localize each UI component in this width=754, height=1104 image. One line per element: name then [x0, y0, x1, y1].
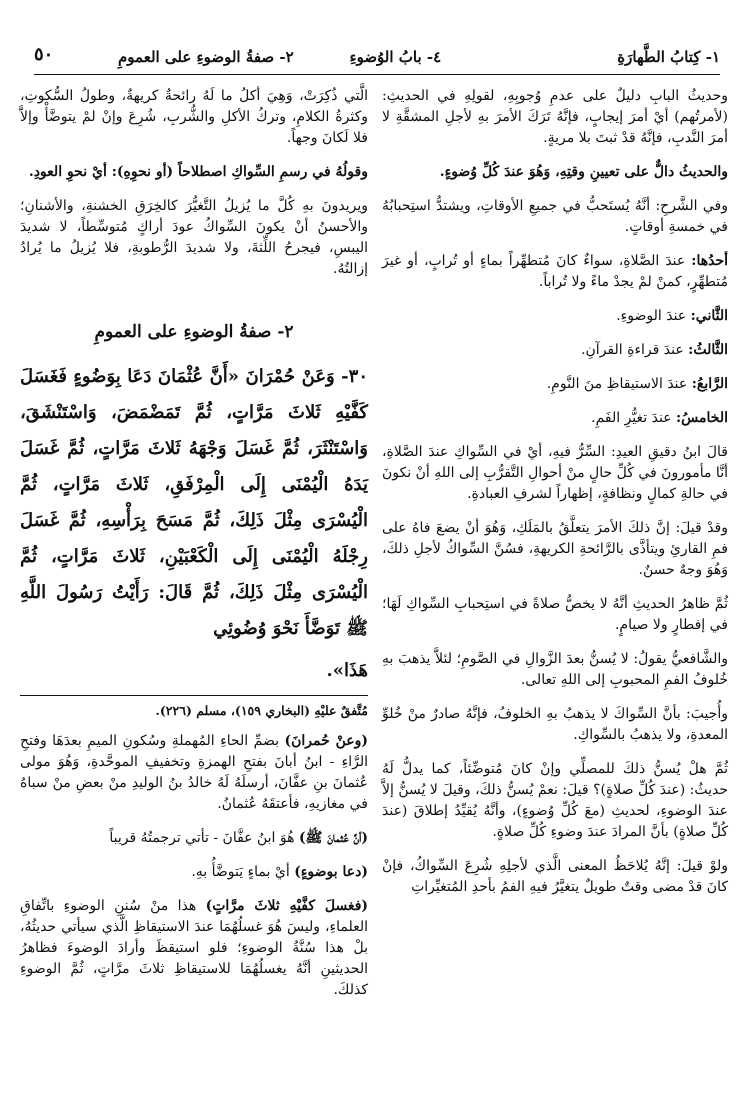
paragraph-term: الثَّاني: [690, 308, 728, 324]
paragraph-text: عندَ تغيُّرِ الفَمِ. [591, 410, 677, 426]
left-column [20, 86, 368, 1014]
paragraph-term: الثَّالثُ: [688, 342, 728, 358]
paragraph-term: (أنَّ عُثمانَ ﷺ) [298, 830, 368, 846]
paragraph [382, 374, 728, 395]
takhrij-reference: مُتَّفقٌ عليْهِ (البخاري ١٥٩)، مسلم (٢٢٦). [20, 695, 368, 721]
paragraph-text: والشَّافعيُّ يقولُ: لا يُسنُّ بعدَ الزَّوالِ في الصَّومِ؛ لئلاَّ يذهبَ بهِ خُلوفُ الفمِ المحبوبِ إلى اللهِ تعالى. [382, 651, 728, 688]
paragraph [382, 594, 728, 636]
paragraph [382, 306, 728, 327]
paragraph [382, 340, 728, 361]
commentary [20, 731, 368, 1001]
paragraph-text: بضمِّ الحاءِ المُهملةِ وسُكونِ الميمِ بعدَهَا وفتحِ الرَّاءِ - ابنُ أبانَ بفتحِ الهمزةِ وتخفيفِ الموحَّدةِ، وَهُوَ مولى عُثمانَ بنِ عفَّانَ، أرسلَهُ لَهُ خالدُ بنُ الوليدِ منْ بعضِ منْ سباهُ في مغازيهِ، فأعتقَهُ عُثمانُ. [20, 733, 368, 812]
paragraph-text: ثُمَّ ظاهرُ الحديثِ أنَّهُ لا يخصُّ صلاةً في استِحبابِ السِّواكِ لَهَا؛ في إفطارٍ ولا صيامٍ. [382, 596, 728, 633]
book-title: ١- كِتابُ الطَّهارَةِ [617, 48, 720, 66]
paragraph-text: ولوْ قيلَ: إنَّهُ يُلاحَظُ المعنى الَّذي لأجلِهِ شُرِعَ السِّواكُ، فإنْ كانَ قدْ مضى وقتٌ طويلٌ يتغيَّرُ فيهِ الفمُ بأحدِ المُتغيِّراتِ [382, 858, 728, 895]
section-running-title: ٢- صفةُ الوضوءِ على العمومِ [118, 48, 294, 66]
paragraph [382, 704, 728, 746]
paragraph-text: عندَ الصَّلاةِ، سواءٌ كانَ مُتطهِّراً بماءٍ أو تُرابٍ، أو غيرَ مُتطهِّرٍ، كمنْ لمْ يجدْ ماءً ولا تُراباً. [382, 253, 728, 290]
paragraph [382, 856, 728, 898]
paragraph [20, 862, 368, 883]
paragraph [382, 759, 728, 843]
paragraph-term: الخامسُ: [676, 410, 728, 426]
section-title: ٢- صفةُ الوضوءِ على العمومِ [94, 322, 294, 342]
paragraph [382, 649, 728, 691]
paragraph-text: وأُجيبَ: بأنَّ السِّواكَ لا يذهبُ بهِ الخلوفُ، فإنَّهُ صادرٌ منْ خُلوِّ المعدةِ، ولا يذهبُ بالسِّواكِ. [382, 706, 728, 743]
paragraph-text: وحديثُ البابِ دليلٌ على عدمِ وُجوبِهِ، لقولِهِ في الحديثِ: (لأمرتُهم) أيْ أمرَ إيجابٍ، فإنَّهُ تَرَكَ الأمرَ بهِ لأجلِ المشقَّةِ لا أمرَ النَّدبِ، فإنَّهُ قدْ ثبتَ بلا مريةٍ. [382, 88, 728, 146]
paragraph [382, 442, 728, 505]
paragraph [20, 828, 368, 849]
paragraph [382, 518, 728, 581]
paragraph-text: عندَ الاستيقاظِ منَ النَّومِ. [546, 376, 692, 392]
paragraph: وقولُهُ في رسمِ السِّواكِ اصطلاحاً (أو نحوِهِ): أيْ نحوِ العودِ. [28, 164, 368, 180]
paragraph-text: هُوَ ابنُ عفَّانَ - تأتي ترجمتُهُ قريباً [109, 830, 299, 846]
paragraph [382, 408, 728, 429]
paragraph-text: عندَ الوضوءِ. [616, 308, 691, 324]
page-number: ٥٠ [34, 44, 54, 65]
page-header [34, 40, 720, 75]
paragraph-text: ثُمَّ هلْ يُسنُّ ذلكَ للمصلِّي وإنْ كانَ مُتوضِّئاً، كما يدلُّ لَهُ حديثُ: (عندَ كُلِّ صلاةٍ)؟ قيلَ: نعمْ يُسنُّ ذلكَ، وقيلَ لا يُسنُّ إلاَّ عندَ الوضوءِ، لحديثِ (معَ كُلِّ وُضوءٍ)، وأنَّهُ يُقيِّدُ إطلاقَ (عندَ كُلِّ صلاةٍ) بأنَّ المرادَ عندَ وضوءِ كُلِّ صلاةٍ. [382, 761, 728, 840]
paragraph-term: الرَّابعُ: [691, 376, 728, 392]
paragraph [382, 86, 728, 149]
chapter-title: ٤- بابُ الوُضوءِ [349, 48, 442, 66]
paragraph-term: (وعنْ حُمرانَ) [284, 733, 368, 749]
paragraph-text: وقدْ قيلَ: إنَّ ذلكَ الأمرَ يتعلَّقُ بالمَلَكِ، وَهُوَ أنْ يضعَ فاهُ على فمِ القارئِ ويتأذَّى بالرَّائحةِ الكريهةِ، فسُنَّ السِّواكُ لأجلِ ذلكَ، وَهُوَ وجهٌ حسنٌ. [382, 520, 728, 578]
paragraph: ويريدونَ بهِ كُلَّ ما يُزيلُ التَّغيُّرَ كالخِرَقِ الخشنةِ، والأشنانِ؛ والأحسنُ أنْ يكونَ السِّواكُ عودَ أراكٍ مُتوسِّطاً، لا شديدَ اليبسِ، فيجرحُ اللِّثةَ، ولا شديدَ الرُّطوبةِ، فلا يُزيلُ ما يُرادُ إزالتُهُ. [20, 198, 368, 277]
paragraph-text: أيْ بماءٍ يَتوضَّأُ بهِ. [191, 864, 295, 880]
paragraph [20, 896, 368, 1001]
paragraph-text: هذا منْ سُننِ الوضوءِ باتِّفاقِ العلماءِ، وليسَ هُوَ غسلُهُمَا عندَ الاستيقاظِ الَّذي سيأتي حديثُهُ، بلْ هذا سُنَّةُ الوضوءِ؛ فلو استيقظَ وأرادَ الوضوءَ فظاهرُ الحديثينِ أنَّهُ يغسلُهُمَا للاستيقاظِ ثلاثَ مرَّاتٍ، ثُمَّ الوضوءِ كذلكَ. [20, 898, 368, 998]
paragraph [382, 251, 728, 293]
paragraph-term: (دعا بوضوءٍ) [294, 864, 368, 880]
hadith-end: هَذَا». [326, 660, 368, 681]
paragraph-text: والحديثُ دالٌّ على تعيينِ وقتِهِ، وَهُوَ عندَ كُلِّ وُضوءٍ. [439, 164, 728, 180]
paragraph-text: قالَ ابنُ دقيقِ العيدِ: السِّرُّ فيهِ، أيْ في السِّواكِ عندَ الصَّلاةِ، أنَّا مأمورونَ في كُلِّ حالٍ منْ أحوالِ التَّقرُّبِ إلى اللهِ أنْ نكونَ في حالةِ كمالٍ ونظافةٍ، إظهاراً لشرفِ العبادةِ. [382, 444, 728, 502]
right-column [382, 86, 728, 911]
paragraph [20, 731, 368, 815]
paragraph-text: وفي الشَّرحِ: أنَّهُ يُستَحبُّ في جميعِ الأوقاتِ، ويشتدُّ استِحبابُهُ في خمسةِ أوقاتٍ. [382, 198, 728, 235]
hadith-text: ٣٠- وَعَنْ حُمْرَانَ «أَنَّ عُثْمَانَ دَعَا بِوَضُوءٍ فَغَسَلَ كَفَّيْهِ ثَلاثَ مَرَّاتٍ، ثُمَّ تَمَضْمَضَ، وَاسْتَنْشَقَ، وَاسْتَنْثَرَ، ثُمَّ غَسَلَ وَجْهَهُ ثَلاثَ مَرَّاتٍ، ثُمَّ غَسَلَ يَدَهُ الْيُمْنَى إِلَى الْمِرْفَقِ، ثَلاثَ مَرَّاتٍ، ثُمَّ الْيُسْرَى مِثْلَ ذَلِكَ، ثُمَّ مَسَحَ بِرَأْسِهِ، ثُمَّ غَسَلَ رِجْلَهُ الْيُمْنَى إِلَى الْكَعْبَيْنِ، ثَلاثَ مَرَّاتٍ، ثُمَّ الْيُسْرَى مِثْلَ ذَلِكَ، ثُمَّ قَالَ: رَأَيْتُ رَسُولَ اللَّهِ ﷺ تَوَضَّأَ نَحْوَ وُضُوئِي [20, 366, 368, 639]
paragraph: الَّتي ذُكِرَتْ، وَهِيَ أكلُ ما لَهُ رائحةٌ كريهةٌ، وطولُ السُّكوتِ، وكثرةُ الكلامِ، وتركُ الأكلِ والشُّربِ، شُرِعَ وإنْ لمْ يتوضَّأْ وإلاَّ فلا لَكانَ وجهاً. [20, 88, 368, 146]
paragraph-term: (فغسلَ كفَّيْهِ ثلاثَ مرَّاتٍ) [205, 898, 369, 914]
paragraph-term: أحدُها: [691, 253, 728, 269]
paragraph-text: عندَ قراءةِ القرآنِ. [581, 342, 689, 358]
paragraph [382, 196, 728, 238]
paragraph [382, 162, 728, 183]
